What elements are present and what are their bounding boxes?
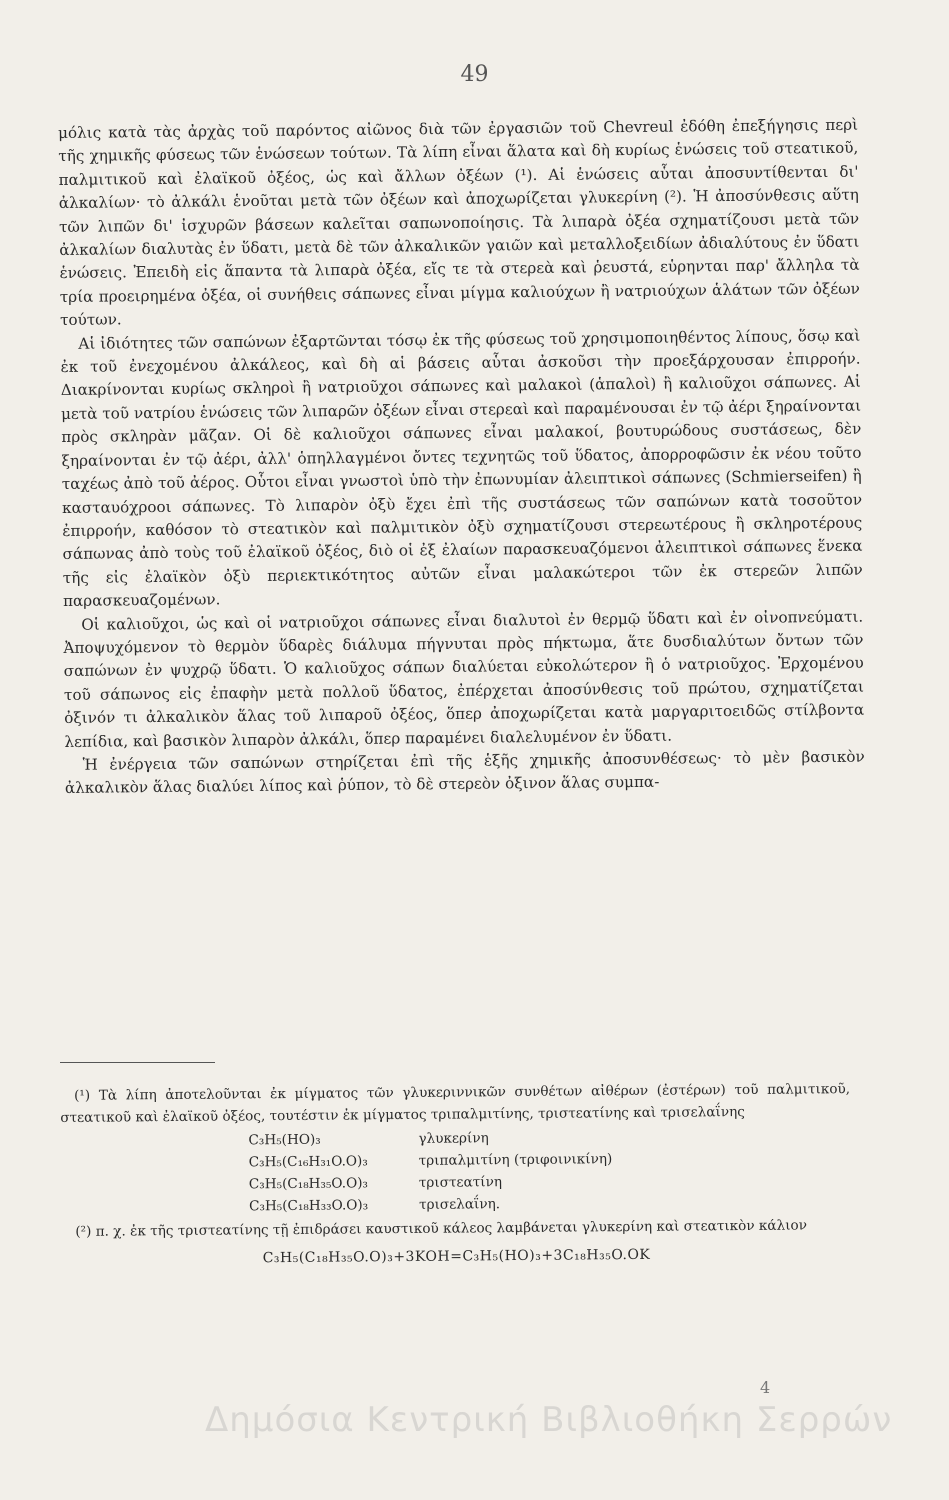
formula-name: τρισελαΐνη. (418, 1196, 501, 1213)
formula-name: τριπαλμιτίνη (τριφοινικίνη) (418, 1151, 613, 1169)
paragraph: Ἡ ἐνέργεια τῶν σαπώνων στηρίζεται ἐπὶ τῆς ἑξῆς χημικῆς ἀποσυνθέσεως· τὸ μὲν βασικὸν ἀλκαλικὸν ἅλας διαλύει λίπος καὶ ῥύπον, τὸ δὲ στερεὸν ὀξινον ἅλας συμπα- (64, 747, 865, 798)
formula-row (249, 1190, 851, 1217)
page-number: 49 (460, 62, 489, 87)
paragraph: μόλις κατὰ τὰς ἀρχὰς τοῦ παρόντος αἰῶνος διὰ τῶν ἐργασιῶν τοῦ Chevreul ἐδόθη ἐπεξήγησις περὶ τῆς χημικῆς φύσεως τῶν ἑνώσεων τούτων. Τὰ λίπη εἶναι ἅλατα καὶ δὴ κυρίως ἑνώσεις τοῦ στεατικοῦ, παλμιτικοῦ καὶ ἐλαϊκοῦ ὀξέος, ὡς καὶ ἄλλων ὀξέων (¹). Αἱ ἑνώσεις αὗται ἀποσυντίθενται δι' ἀλκαλίων· τὸ ἀλκάλι ἑνοῦται μετὰ τῶν ὀξέων καὶ ἀποχωρίζεται γλυκερίνη (²). Ἡ ἀποσύνθεσις αὕτη τῶν λιπῶν δι' ἰσχυρῶν βάσεων καλεῖται σαπωνοποίησις. Τὰ λιπαρὰ ὀξέα σχηματίζουσι μετὰ τῶν ἀλκαλίων διαλυτὰς ἐν ὕδατι, μετὰ δὲ τῶν ἀλκαλικῶν γαιῶν καὶ μεταλλοξειδίων ἀδιαλύτους ἐν ὕδατι ἑνώσεις. Ἐπειδὴ εἰς ἅπαντα τὰ λιπαρὰ ὀξέα, εἴς τε τὰ στερεὰ καὶ ῥευστά, εὑρηνται παρ' ἄλληλα τὰ τρία προειρημένα ὀξέα, οἱ συνήθεις σάπωνες εἶναι μίγμα καλιούχων ἢ νατριούχων ἁλάτων τῶν ὀξέων τούτων. (58, 115, 860, 330)
formula-name: τριστεατίνη (418, 1174, 503, 1191)
main-text (58, 114, 865, 801)
paragraph: Οἱ καλιοῦχοι, ὡς καὶ οἱ νατριοῦχοι σάπωνες εἶναι διαλυτοὶ ἐν θερμῷ ὕδατι καὶ ἐν οἰνοπνεύματι. Ἀποψυχόμενον τὸ θερμὸν ὕδαρὲς διάλυμα πήγνυται πρὸς πήκτωμα, ἅτε δυσδιαλύτων ὄντων τῶν σαπώνων ἐν ψυχρῷ ὕδατι. Ὁ καλιοῦχος σάπων διαλύεται εὐκολώτερον ἢ ὁ νατριοῦχος. Ἐρχομένου τοῦ σάπωνος εἰς ἐπαφὴν μετὰ πολλοῦ ὕδατος, ἐπέρχεται ἀποσύνθεσις τοῦ πρώτου, σχηματίζεται ὀξινόν τι ἀλκαλικὸν ἅλας τοῦ λιπαροῦ ὀξέος, ὅπερ ἀποχωρίζεται κατὰ μαργαριτοειδῶς στίλβοντα λεπίδια, καὶ βασικὸν λιπαρὸν ἀλκάλι, ὅπερ παραμένει διαλελυμένον ἐν ὕδατι. (63, 607, 865, 751)
formula: C₃H₅(C₁₈H₃₃O.O)₃ (248, 1197, 369, 1215)
formula: C₃H₅(HO)₃ (248, 1131, 321, 1149)
footnote-2: (²) π. χ. ἐκ τῆς τριστεατίνης τῇ ἐπιδράσει καυστικοῦ κάλεος λαμβάνεται γλυκερίνη καὶ στεατικὸν κάλιον (75, 1217, 808, 1240)
footnote-1: (¹) Τὰ λίπη ἀποτελοῦνται ἐκ μίγματος τῶν γλυκεριννικῶν συνθέτων αἰθέρων (ἐστέρων) τοῦ παλμιτικοῦ, στεατικοῦ καὶ ἐλαϊκοῦ ὀξέος, τουτέστιν ἐκ μίγματος τριπαλμιτίνης, τριστεατίνης καὶ τρισελαΐνης (60, 1081, 851, 1126)
saponification-equation: C₃H₅(C₁₈H₃₅O.O)₃+3KOH=C₃H₅(HO)₃+3C₁₈H₃₅O.OK (262, 1246, 651, 1267)
formula: C₃H₅(C₁₈H₃₅O.O)₃ (248, 1175, 369, 1193)
footnote-divider (60, 1062, 215, 1063)
paragraph: Αἱ ἰδιότητες τῶν σαπώνων ἐξαρτῶνται τόσῳ ἐκ τῆς φύσεως τοῦ χρησιμοποιηθέντος λίπους, ὅσῳ καὶ ἐκ τοῦ ἐνεχομένου ἀλκάλεος, καὶ δὴ αἱ βάσεις αὗται ἀσκοῦσι τὴν προεξάρχουσαν ἐπιρροήν. Διακρίνονται κυρίως σκληροὶ ἢ νατριοῦχοι σάπωνες καὶ μαλακοὶ (ἁπαλοὶ) ἢ καλιοῦχοι σάπωνες. Αἱ μετὰ τοῦ νατρίου ἑνώσεις τῶν λιπαρῶν ὀξέων εἶναι στερεαὶ καὶ παραμένουσαι ἐν τῷ ἀέρι ξηραίνονται πρὸς σκληρὰν μᾶζαν. Οἱ δὲ καλιοῦχοι σάπωνες εἶναι μαλακοί, βουτυρώδους συστάσεως, δὲν ξηραίνονται ἐν τῷ ἀέρι, ἀλλ' ὁπηλλαγμένοι ὄντες τεχνητῶς τοῦ ὕδατος, ἀπορροφῶσιν ἐκ νέου τοῦτο ταχέως ἀπὸ τοῦ ἀέρος. Οὗτοι εἶναι γνωστοὶ ὑπὸ τὴν ἐπωνυμίαν ἀλειπτικοὶ σάπωνες (Schmierseifen) ἢ κασταυόχροοι σάπωνες. Τὸ λιπαρὸν ὀξὺ ἔχει ἐπὶ τῆς συστάσεως τῶν σαπώνων κατὰ τοσοῦτον ἐπιρροήν, καθόσον τὸ στεατικὸν καὶ παλμιτικὸν ὀξὺ σχηματίζουσι στερεωτέρους ἢ σκληροτέρους σάπωνας ἀπὸ τοὺς τοῦ ἐλαϊκοῦ ὀξέος, διὸ οἱ ἐξ ἐλαίων παρασκευαζόμενοι ἀλειπτικοὶ σάπωνες ἕνεκα τῆς εἰς ἐλαϊκὸν ὀξὺ περιεκτικότητος αὐτῶν εἶναι μαλακώτεροι τῶν ἐκ στερεῶν λιπῶν παρασκευαζομένων. (60, 326, 863, 611)
margin-mark: 4 (760, 1378, 771, 1397)
formula-list (248, 1124, 851, 1217)
formula-name: γλυκερίνη (418, 1130, 489, 1147)
formula: C₃H₅(C₁₆H₃₁O.O)₃ (248, 1153, 368, 1171)
library-watermark: Δημόσια Κεντρική Βιβλιοθήκη Σερρών (205, 1400, 893, 1440)
footnotes (60, 1078, 852, 1271)
